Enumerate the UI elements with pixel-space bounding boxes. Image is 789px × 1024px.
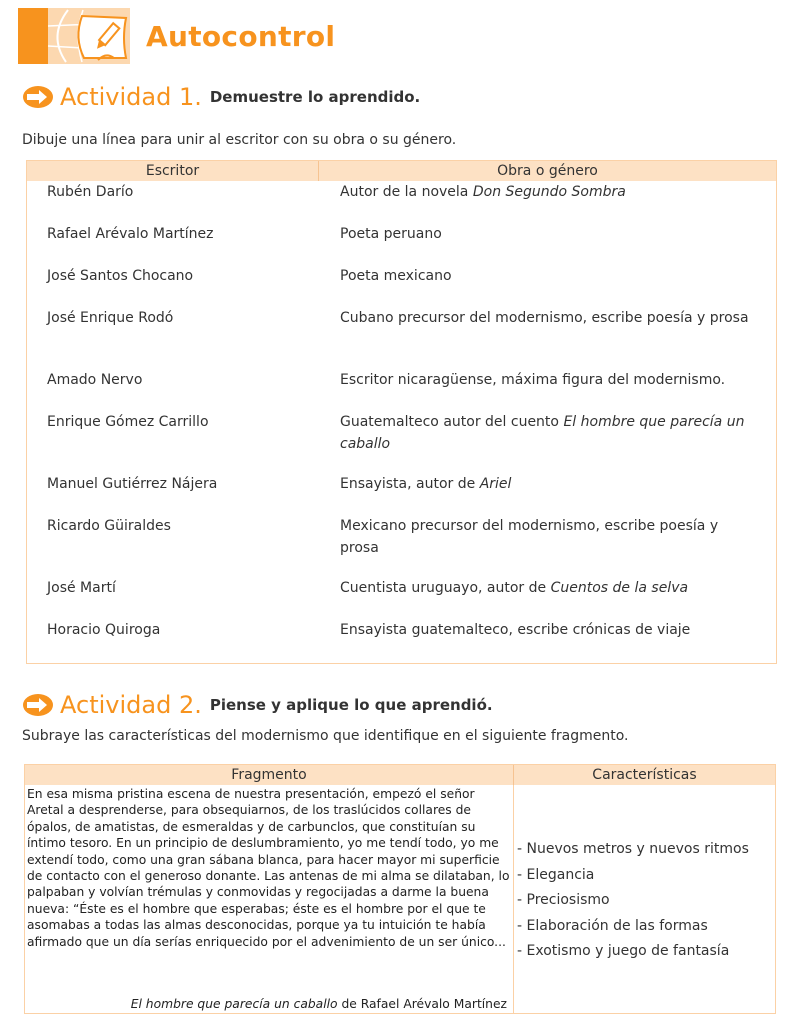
writer-name[interactable]: Rafael Arévalo Martínez [47,226,214,242]
work-description[interactable] [340,619,755,641]
characteristic-item[interactable]: - Exotismo y juego de fantasía [517,943,730,959]
work-description[interactable] [340,181,755,203]
work-title: Don Segundo Sombra [472,184,626,200]
characteristic-item[interactable]: - Elaboración de las formas [517,917,708,934]
activity-number: Actividad 2. [60,691,202,719]
work-text: Autor de la novela [340,184,473,200]
writer-name[interactable]: Ricardo Güiraldes [47,518,171,534]
characteristic-item[interactable]: - Preciosismo [517,892,610,908]
activity-subtitle: Demuestre lo aprendido. [209,88,421,106]
work-text: Ensayista, autor de [340,476,480,492]
activity-2-heading [22,690,493,720]
work-text: Cuentista uruguayo, autor de [340,580,551,596]
work-description[interactable] [340,307,755,329]
work-description[interactable] [340,473,755,495]
citation-author: de Rafael Arévalo Martínez [337,997,507,1011]
column-header-fragment: Fragmento [25,765,514,785]
citation-title: El hombre que parecía un caballo [130,997,338,1011]
activity-2-instruction: Subraye las características del modernismo que identifique en el siguiente fragmento. [22,728,629,744]
work-title: El hombre que parecía un caballo [340,414,745,452]
writer-name[interactable]: Amado Nervo [47,372,143,388]
column-divider [513,785,514,1013]
activity-1-heading [22,82,420,112]
work-title: Cuentos de la selva [550,580,689,596]
column-header-characteristics: Características [514,765,775,785]
work-description[interactable] [340,265,755,287]
writer-name[interactable]: Rubén Darío [47,184,134,200]
work-description[interactable] [340,411,755,455]
fragment-table [24,764,776,1014]
work-text: Cubano precursor del modernismo, escribe poesía y prosa [340,310,749,326]
column-header-work: Obra o género [319,161,776,181]
work-title: Ariel [479,476,512,492]
work-text: Escritor nicaragüense, máxima figura del modernismo. [340,372,726,388]
fragment-citation [131,997,507,1011]
arrow-circle-icon [22,693,54,717]
writer-name[interactable]: José Martí [47,580,116,596]
work-text: Poeta mexicano [340,268,452,284]
writer-name[interactable]: José Santos Chocano [47,268,194,284]
work-text: Ensayista guatemalteco, escribe crónicas de viaje [340,622,691,638]
work-description[interactable] [340,369,755,391]
characteristic-item[interactable]: - Nuevos metros y nuevos ritmos [517,841,749,857]
work-description[interactable] [340,577,755,599]
work-description[interactable] [340,515,755,559]
work-description[interactable] [340,223,755,245]
writer-name[interactable]: Horacio Quiroga [47,622,161,638]
writer-name[interactable]: José Enrique Rodó [47,310,174,326]
work-text: Poeta peruano [340,226,442,242]
work-text: Guatemalteco autor del cuento [340,414,564,430]
characteristics-list [517,837,749,965]
activity-subtitle: Piense y aplique lo que aprendió. [209,696,493,714]
globe-pencil-icon [18,8,130,64]
arrow-circle-icon [22,85,54,109]
writer-name[interactable]: Manuel Gutiérrez Nájera [47,476,218,492]
activity-number: Actividad 1. [60,83,202,111]
writer-name[interactable]: Enrique Gómez Carrillo [47,414,209,430]
characteristic-item[interactable]: - Elegancia [517,866,595,883]
writers-matching-table [26,160,777,664]
literary-fragment: En esa misma pristina escena de nuestra presentación, empezó el señor Aretal a desprenderse, para obsequiarnos, de los traslúcidos collares de ópalos, de amatistas, de esmeraldas y de carbunclos, que constituían su íntimo tesoro. En un principio de deslumbramiento, yo me tendí todo, yo me extendí todo, como una gran sábana blanca, para hacer mayor mi superficie de contacto con el generoso donante. Las antenas de mi alma se dilataban, lo palpaban y volvían trémulas y conmovidas y regocijadas a darme la buena nueva: “Éste es el hombre que esperabas; éste es el hombre por el que te asomabas a todas las almas desconocidas, porque ya tu intuición te había afirmado que un día serías enriquecido por el advenimiento de un ser único... [27,787,510,949]
work-text: Mexicano precursor del modernismo, escribe poesía y prosa [340,518,719,556]
page-title: Autocontrol [146,20,336,53]
activity-1-instruction: Dibuje una línea para unir al escritor con su obra o su género. [22,132,457,148]
column-header-writer: Escritor [27,161,319,181]
